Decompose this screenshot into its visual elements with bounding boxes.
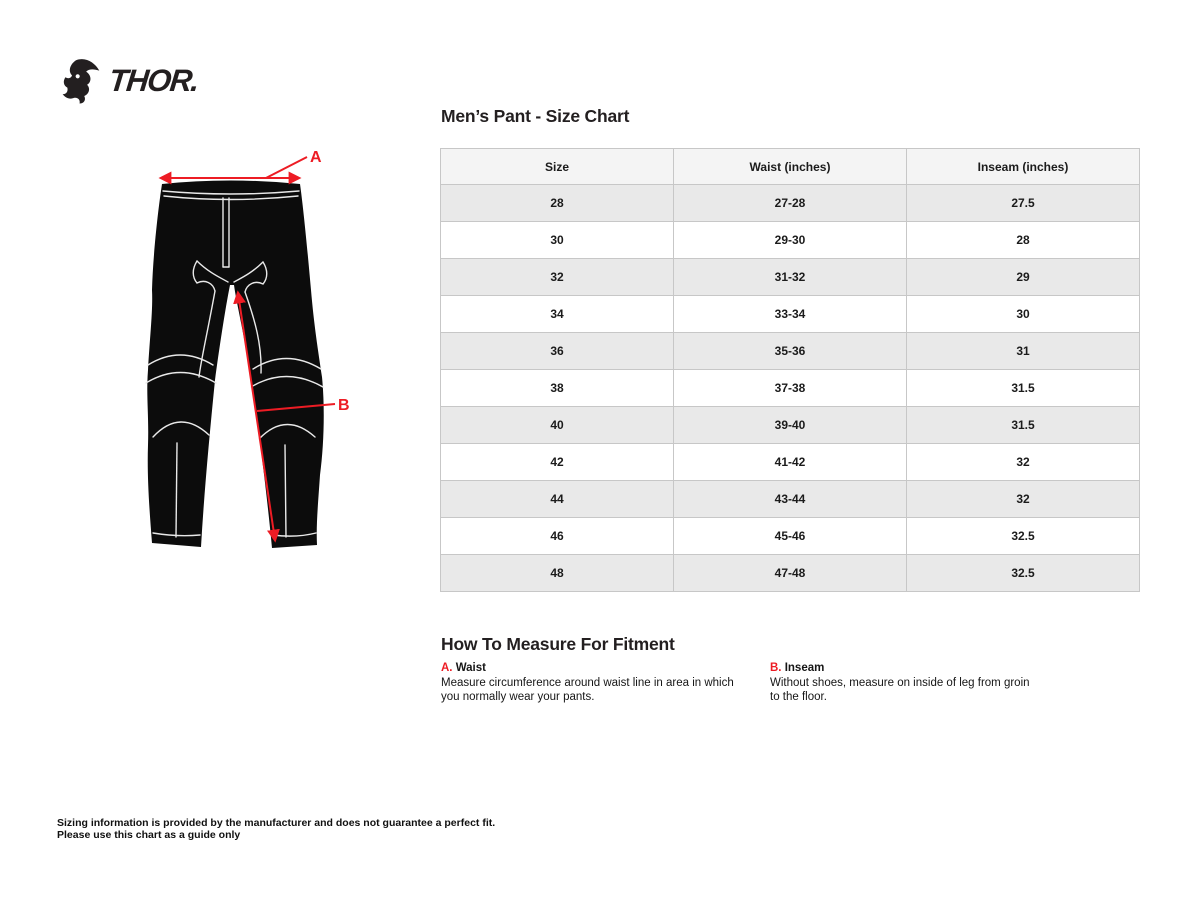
- size-chart-cell: 31.5: [907, 407, 1140, 444]
- size-chart-row: [441, 296, 1140, 333]
- measure-label-waist: [441, 661, 736, 676]
- size-chart-row: [441, 259, 1140, 296]
- size-chart-cell: 41-42: [674, 444, 907, 481]
- size-chart-cell: 32.5: [907, 518, 1140, 555]
- size-chart-cell: 28: [907, 222, 1140, 259]
- size-chart-row: [441, 185, 1140, 222]
- size-chart-cell: 32: [907, 481, 1140, 518]
- size-chart-cell: 38: [441, 370, 674, 407]
- size-chart-header-row: [441, 149, 1140, 185]
- size-chart-cell: 27.5: [907, 185, 1140, 222]
- how-to-measure-title: How To Measure For Fitment: [441, 634, 675, 654]
- size-chart-column-header: Size: [441, 149, 674, 185]
- size-chart-cell: 47-48: [674, 555, 907, 592]
- measure-name-inseam: Inseam: [784, 662, 825, 674]
- sizing-disclaimer: [57, 818, 495, 841]
- measure-desc-inseam: Without shoes, measure on inside of leg from groin to the floor.: [770, 676, 1030, 703]
- size-chart-cell: 35-36: [674, 333, 907, 370]
- size-chart-row: [441, 407, 1140, 444]
- size-chart-cell: 40: [441, 407, 674, 444]
- disclaimer-line-1: Sizing information is provided by the manufacturer and does not guarantee a perfect fit.: [57, 817, 496, 829]
- size-chart-cell: 31.5: [907, 370, 1140, 407]
- size-chart-row: [441, 481, 1140, 518]
- size-chart-cell: 32: [907, 444, 1140, 481]
- size-chart-cell: 29: [907, 259, 1140, 296]
- size-chart-row: [441, 370, 1140, 407]
- size-chart-cell: 29-30: [674, 222, 907, 259]
- size-chart-cell: 48: [441, 555, 674, 592]
- measure-letter-b: B.: [770, 662, 782, 674]
- measure-item-inseam: [770, 661, 1042, 705]
- measure-item-waist: [441, 661, 736, 705]
- size-chart-cell: 30: [907, 296, 1140, 333]
- size-chart-cell: 28: [441, 185, 674, 222]
- size-chart-cell: 46: [441, 518, 674, 555]
- size-chart-table: [440, 148, 1140, 592]
- size-chart-cell: 36: [441, 333, 674, 370]
- disclaimer-line-2: Please use this chart as a guide only: [57, 828, 241, 841]
- label-a: A: [310, 149, 322, 166]
- size-chart-cell: 45-46: [674, 518, 907, 555]
- size-chart-body: [441, 185, 1140, 592]
- size-chart-cell: 31: [907, 333, 1140, 370]
- size-chart-row: [441, 518, 1140, 555]
- brand-logo: [57, 56, 198, 106]
- goat-head-icon: [57, 56, 104, 106]
- size-chart-row: [441, 222, 1140, 259]
- size-chart-cell: 34: [441, 296, 674, 333]
- size-chart-column-header: Waist (inches): [674, 149, 907, 185]
- size-chart-cell: 33-34: [674, 296, 907, 333]
- size-chart-cell: 27-28: [674, 185, 907, 222]
- size-chart-cell: 31-32: [674, 259, 907, 296]
- size-chart-cell: 43-44: [674, 481, 907, 518]
- size-chart-title: Men’s Pant - Size Chart: [441, 106, 630, 126]
- size-chart-cell: 39-40: [674, 407, 907, 444]
- size-chart-cell: 42: [441, 444, 674, 481]
- size-chart-column-header: Inseam (inches): [907, 149, 1140, 185]
- size-chart-cell: 30: [441, 222, 674, 259]
- pants-diagram: [135, 145, 365, 585]
- size-chart-cell: 37-38: [674, 370, 907, 407]
- size-chart-cell: 32: [441, 259, 674, 296]
- label-b: B: [338, 397, 350, 414]
- measure-letter-a: A.: [441, 662, 453, 674]
- measure-name-waist: Waist: [455, 662, 486, 674]
- pants-silhouette: [147, 181, 323, 549]
- measure-label-inseam: [770, 661, 1042, 676]
- measure-desc-waist: Measure circumference around waist line in area in which you normally wear your pants.: [441, 676, 734, 703]
- size-chart-row: [441, 333, 1140, 370]
- size-chart-row: [441, 444, 1140, 481]
- brand-name: THOR.: [107, 63, 200, 98]
- size-chart-row: [441, 555, 1140, 592]
- waist-measure-arrow: [161, 157, 307, 178]
- size-chart-cell: 44: [441, 481, 674, 518]
- size-chart-cell: 32.5: [907, 555, 1140, 592]
